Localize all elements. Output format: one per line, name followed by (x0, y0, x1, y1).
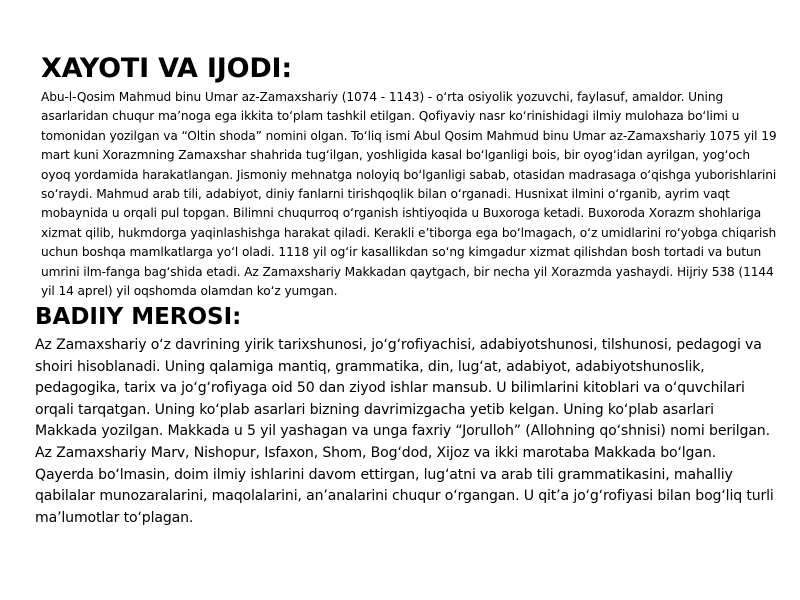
section-heritage (35, 302, 775, 529)
paragraph-heritage: Az Zamaxshariy o‘z davrining yirik tarixshunosi, jo‘g‘rofiyachisi, adabiyotshunosi, tilshunosi, pedagogi va shoiri hisoblanadi. Uning qalamiga mantiq, grammatika, din, lug‘at, adabiyot, adabiyotshunoslik, pedagogika, tarix va jo‘g‘rofiyaga oid 50 dan ziyod ishlar mansub. U bilimlarini kitoblari va o‘quvchilari orqali tarqatgan. Uning ko‘plab asarlari bizning davrimizgacha yetib kelgan. Uning ko‘plab asarlari Makkada yozilgan. Makkada u 5 yil yashagan va unga faxriy “Jorulloh” (Allohning qo‘shnisi) nomi berilgan. Az Zamaxshariy Marv, Nishopur, Isfaxon, Shom, Bog‘dod, Xijoz va ikki marotaba Makkada bo‘lgan. Qayerda bo‘lmasin, doim ilmiy ishlarini davom ettirgan, lug‘atni va arab tili grammatikasini, mahalliy qabilalar munozaralarini, maqolalarini, an’analarini chuqur o‘rgangan. U qit’a jo‘g‘rofiyasi bilan bog‘liq turli ma’lumotlar to‘plagan. (35, 337, 774, 526)
paragraph-life: Abu-l-Qosim Mahmud binu Umar az-Zamaxshariy (1074 - 1143) - o‘rta osiyolik yozuvchi, faylasuf, amaldor. Uning asarlaridan chuqur ma’noga ega ikkita to‘plam tashkil etilgan. Qofiyaviy nasr ko‘rinishidagi ilmiy mulohaza bo‘limi u tomonidan yozilgan va “Oltin shoda” nomini olgan. To‘liq ismi Abul Qosim Mahmud binu Umar az-Zamaxshariy 1075 yil 19 mart kuni Xorazmning Zamaxshar shahrida tug‘ilgan, yoshligida kasal bo‘lganligi bois, bir oyog‘idan ayrilgan, yog‘och oyoq yordamida harakatlangan. Jismoniy mehnatga noloyiq bo‘lganligi sabab, otasidan madrasaga o‘qishga yuborishlarini so‘raydi. Mahmud arab tili, adabiyot, diniy fanlarni tirishqoqlik bilan o‘rganadi. Husnixat ilmini o‘rganib, ayrim vaqt mobaynida u orqali pul topgan. Bilimni chuqurroq o‘rganish ishtiyoqida u Buxoroga ketadi. Buxoroda Xorazm shohlariga xizmat qilib, hukmdorga yaqinlashishga harakat qiladi. Kerakli e’tiborga ega bo‘lmagach, o‘z umidlarini ro‘yobga chiqarish uchun boshqa mamlkatlarga yo‘l oladi. 1118 yil og‘ir kasallikdan so‘ng kimgadur xizmat qilishdan bosh tortadi va butun umrini ilm-fanga bag‘shida etadi. Az Zamaxshariy Makkadan qaytgach, bir necha yil Xorazmda yashaydi. Hijriy 538 (1144 yil 14 aprel) yil oqshomda olamdan ko‘z yumgan. (41, 90, 777, 299)
section-life (41, 52, 781, 301)
heading-life: XAYOTI VA IJODI: (41, 53, 292, 84)
heading-heritage: BADIIY MEROSI: (35, 304, 242, 330)
